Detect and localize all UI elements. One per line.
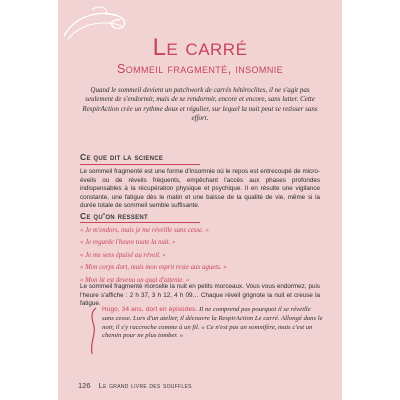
book-title: Le grand livre des souffles [98,381,192,390]
feelings-paragraph: Le sommeil fragmenté morcelle la nuit en petits morceaux. Vous vous endormez, puis l'heure s'affiche : 2 h 37, 3 h 12, 4 h 09… Chaque réveil grignote la nuit et creuse la fatigue. [80,283,320,308]
book-page [58,0,342,400]
testimonial-text: Il ne comprend pas pourquoi il se réveille sans cesse. Lors d'un atelier, il découvre la RespirAction Le carré. Allongé dans le noir, il s'y raccroche comme à un fil. « Ce n'est pas un somnifère, mais c'est un chemin pour ne plus tomber. » [102,306,323,340]
science-paragraph: Le sommeil fragmenté est une forme d'insomnie où le repos est entrecoupé de micro-éveils ou de réveils fréquents, empêchant l'accès aux phases profondes indispensables à la récupération physique et psychique. Il en résulte une vigilance constante, une fatigue dès le matin et une baisse de la qualité de vie, même si la durée totale de sommeil semble suffisante. [80,168,320,210]
testimonial-bracket-icon [88,306,98,356]
testimonial [102,306,324,341]
page-subtitle: Sommeil fragmenté, insomnie [116,62,284,76]
quote-item: « Je regarde l'heure toute la nuit. » [80,239,176,247]
quote-list [80,225,320,287]
quote-item: « Mon lit est devenu un quai d'attente. » [80,276,190,284]
intro-paragraph: Quand le sommeil devient un patchwork de carrés hétéroclites, il ne s'agit pas seulement de s'endormir, mais de se rendormir, encore et encore, sans lutter. Cette RespirAction crée un rythme doux et régulier, sur lequel la nuit peut se retisser sans effort. [82,86,318,122]
section-heading-feelings: Ce qu'on ressent [80,211,149,221]
quote-item: « Je me sens épuisé au réveil. » [80,251,166,259]
testimonial-name: Hugo, 34 ans, dort en épisodes. [102,306,198,313]
page-footer [78,381,192,390]
section-underline [80,164,200,165]
quote-item: « Mon corps dort, mais mon esprit reste aux aguets. » [80,264,227,272]
ornamental-swirl-icon [62,6,134,40]
section-underline [80,222,200,223]
section-heading-science: Ce que dit la science [80,152,164,162]
page-number: 126 [78,381,91,390]
quote-item: « Je m'endors, mais je me réveille sans cesse. » [80,227,209,234]
page-title: Le carré [152,34,248,61]
